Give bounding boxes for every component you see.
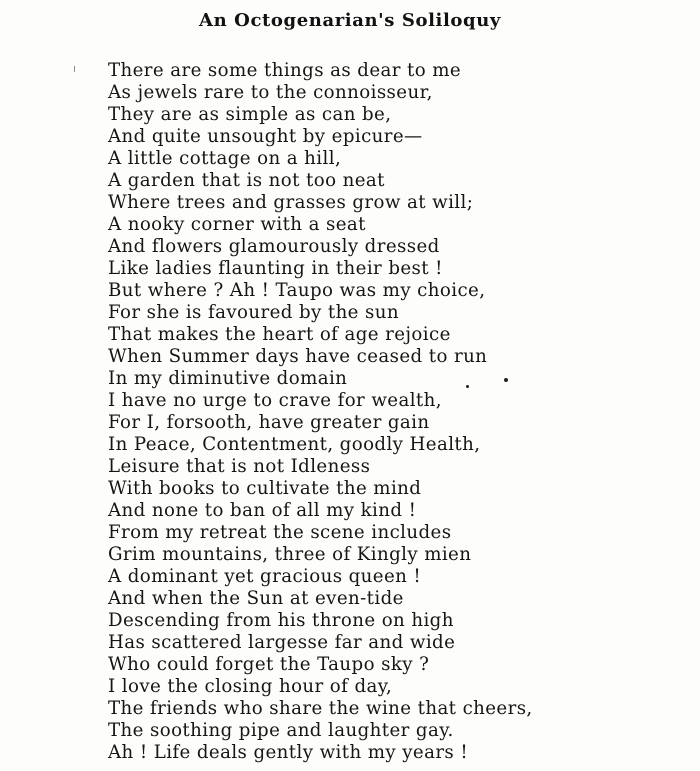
poem-line: And when the Sun at even-tide bbox=[108, 588, 404, 609]
poem-line: And flowers glamourously dressed bbox=[108, 236, 440, 257]
poem-line: I love the closing hour of day, bbox=[108, 676, 393, 697]
poem-line: The friends who share the wine that cheers, bbox=[108, 698, 533, 719]
poem-line: And none to ban of all my kind ! bbox=[108, 500, 417, 521]
poem-line: From my retreat the scene includes bbox=[108, 522, 452, 543]
poem-line: When Summer days have ceased to run bbox=[108, 346, 488, 367]
poem-line: Leisure that is not Idleness bbox=[108, 456, 371, 477]
poem-line: Like ladies flaunting in their best ! bbox=[108, 258, 443, 279]
poem-line: The soothing pipe and laughter gay. bbox=[108, 720, 454, 741]
poem-title: An Octogenarian's Soliloquy bbox=[199, 10, 501, 31]
poem-line: And quite unsought by epicure— bbox=[108, 126, 423, 147]
poem-line: That makes the heart of age rejoice bbox=[108, 324, 451, 345]
poem-line: In my diminutive domain bbox=[108, 368, 348, 389]
poem-line: They are as simple as can be, bbox=[108, 104, 392, 125]
poem-line: Grim mountains, three of Kingly mien bbox=[108, 544, 472, 565]
poem-line: Who could forget the Taupo sky ? bbox=[108, 654, 430, 675]
poem-line: For I, forsooth, have greater gain bbox=[108, 412, 430, 433]
poem-line: I have no urge to crave for wealth, bbox=[108, 390, 442, 411]
ink-speck bbox=[504, 378, 508, 382]
poem-line: A nooky corner with a seat bbox=[108, 214, 366, 235]
poem-line: With books to cultivate the mind bbox=[108, 478, 422, 499]
poem-line: Descending from his throne on high bbox=[108, 610, 454, 631]
poem-line: A dominant yet gracious queen ! bbox=[108, 566, 422, 587]
poem-body bbox=[108, 60, 533, 764]
poem-line: Ah ! Life deals gently with my years ! bbox=[108, 742, 469, 763]
poem-line: There are some things as dear to me bbox=[108, 60, 462, 81]
poem-line: Where trees and grasses grow at will; bbox=[108, 192, 474, 213]
ink-speck bbox=[466, 385, 469, 388]
poem-line: A garden that is not too neat bbox=[108, 170, 385, 191]
poem-line: Has scattered largesse far and wide bbox=[108, 632, 456, 653]
poem-line: In Peace, Contentment, goodly Health, bbox=[108, 434, 481, 455]
poem-line: As jewels rare to the connoisseur, bbox=[108, 82, 433, 103]
ink-speck bbox=[74, 66, 75, 72]
poem-line: But where ? Ah ! Taupo was my choice, bbox=[108, 280, 486, 301]
poem-line: A little cottage on a hill, bbox=[108, 148, 342, 169]
poem-line: For she is favoured by the sun bbox=[108, 302, 399, 323]
